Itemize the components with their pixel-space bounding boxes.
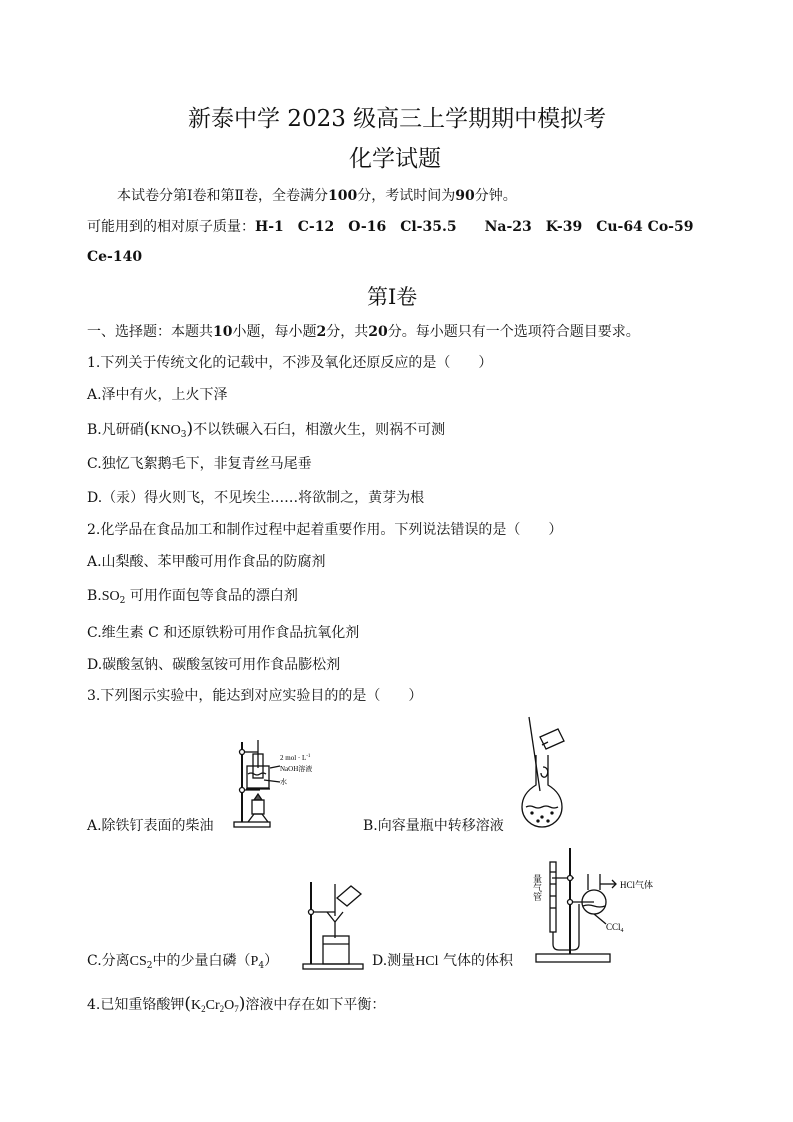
q3-c-formula2: P (250, 954, 259, 969)
q4-o-sub: 7 (234, 1004, 239, 1014)
intro-text-c: 分钟。 (474, 188, 517, 204)
intro-text-a: 本试卷分第Ⅰ卷和第Ⅱ卷，全卷满分 (117, 188, 329, 204)
figure-a-apparatus (232, 738, 328, 830)
page-title: 新泰中学 2023 级高三上学期期中模拟考 (188, 106, 607, 132)
atomic-masses (87, 217, 693, 237)
q4-k: K (191, 998, 202, 1013)
points-total: 20 (368, 324, 388, 340)
q4-pre: 4.已知重铬酸钾 (87, 997, 185, 1013)
pouring-beaker (337, 886, 361, 906)
masses-values: H-1 C-12 O-16 Cl-35.5 Na-23 K-39 Cu-64 Co-59 (255, 219, 694, 235)
exam-minutes: 90 (455, 188, 475, 204)
fig-d-label-hcl: HCl气体 (620, 880, 654, 890)
stand-base (234, 822, 270, 827)
q1-option-c: C.独忆飞絮鹅毛下，非复青丝马尾垂 (87, 456, 312, 472)
q3-d-pre: D.测量 (372, 953, 416, 969)
fig-d-label-ccl4: CCl$_4$ (606, 922, 624, 934)
receiving-beaker (323, 936, 349, 964)
q1-stem: 1.下列关于传统文化的记载中，不涉及氧化还原反应的是（ ） (87, 355, 493, 371)
intro-text-b: 分，考试时间为 (357, 188, 456, 204)
atomic-masses-cont (87, 247, 142, 267)
q3-c-sub: 2 (146, 961, 153, 971)
rubber-tube (553, 904, 579, 950)
q4-k-sub: 2 (201, 1004, 206, 1014)
stand-base (536, 954, 610, 962)
q4-formula (191, 998, 239, 1013)
section-title: 第Ⅰ卷 (367, 285, 418, 309)
q3-c-mid: 中的少量白磷（ (152, 953, 251, 969)
water-bath-beaker (247, 766, 269, 788)
q1-b-post: 不以铁碾入石臼，相激火生，则祸不可测 (193, 422, 446, 438)
q2-b-post: 可用作面包等食品的漂白剂 (129, 588, 298, 604)
q1-b-pre: B.凡研硝 (87, 422, 144, 438)
q3-option-d (372, 951, 513, 972)
q4-cr-sub: 2 (219, 1004, 225, 1014)
instr-d: 分。每小题只有一个选项符合题目要求。 (387, 324, 640, 340)
q1-option-a: A.泽中有火，上火下泽 (87, 387, 228, 403)
alcohol-lamp (252, 800, 264, 814)
glass-rod (529, 717, 540, 791)
q1-option-b: B.凡研硝$(KNO_3)$不以铁碾入石臼，相激火生，则祸不可测 (87, 419, 446, 440)
q2-b-formula: SO (101, 589, 120, 604)
q3-option-b: B.向容量瓶中转移溶液 (363, 818, 504, 834)
masses-values-2: Ce-140 (87, 249, 143, 265)
intro-line (117, 186, 517, 206)
points-each: 2 (316, 324, 327, 340)
fig-a-label-naoh: NaOH溶液 (280, 765, 313, 773)
q2-option-c: C.维生素 C 和还原铁粉可用作食品抗氧化剂 (87, 625, 360, 641)
full-score: 100 (328, 188, 358, 204)
q4-stem: 4.已知重铬酸钾$(K_2Cr_2O_7)$溶液中存在如下平衡： (87, 994, 386, 1014)
masses-label: 可能用到的相对原子质量： (87, 219, 255, 235)
q2-option-b (87, 586, 298, 607)
question-count: 10 (213, 324, 233, 340)
q4-post: 溶液中存在如下平衡： (245, 997, 386, 1013)
q4-o: O (224, 998, 235, 1013)
page-subtitle: 化学试题 (349, 146, 441, 172)
q2-stem: 2.化学品在食品加工和制作过程中起着重要作用。下列说法错误的是（ ） (87, 522, 563, 538)
section-instructions (87, 322, 640, 342)
pouring-beaker (540, 729, 564, 749)
q1-b-sub: 3 (180, 430, 187, 440)
q1-b-formula: KNO (150, 423, 181, 438)
q3-d-post: 气体的体积 (442, 953, 513, 969)
q2-b-sub: 2 (119, 596, 126, 606)
q2-option-d: D.碳酸氢钠、碳酸氢铵可用作食品膨松剂 (87, 657, 341, 673)
fig-d-label-burette: 量气管 (531, 874, 541, 901)
q3-c-post: ） (264, 953, 279, 969)
figure-c-filtration (301, 880, 371, 970)
q2-option-a: A.山梨酸、苯甲酸可用作食品的防腐剂 (87, 554, 326, 570)
q3-c-sub2: 4 (258, 961, 265, 971)
instr-a: 一、选择题：本题共 (87, 324, 213, 340)
figure-b-volumetric-flask (518, 715, 572, 829)
stand-base (303, 964, 363, 969)
q3-option-c (87, 951, 278, 972)
instr-b: 小题，每小题 (232, 324, 317, 340)
q3-option-a: A.除铁钉表面的柴油 (87, 818, 214, 834)
q3-stem: 3.下列图示实验中，能达到对应实验目的的是（ ） (87, 688, 423, 704)
q3-d-formula: HCl (415, 954, 439, 969)
fig-a-label-concentration: 2 mol · $L^{-1}$ (280, 754, 311, 762)
q2-b-pre: B. (87, 588, 102, 604)
q4-cr: Cr (205, 998, 220, 1013)
instr-c: 分，共 (326, 324, 369, 340)
q3-c-pre: C.分离 (87, 953, 130, 969)
figure-d-gas-measurement (530, 844, 654, 968)
fig-a-label-water: 水 (280, 778, 287, 786)
q1-option-d: D.（汞）得火则飞，不见埃尘……将欲制之，黄芽为根 (87, 490, 425, 506)
q3-c-formula: CS (129, 954, 147, 969)
